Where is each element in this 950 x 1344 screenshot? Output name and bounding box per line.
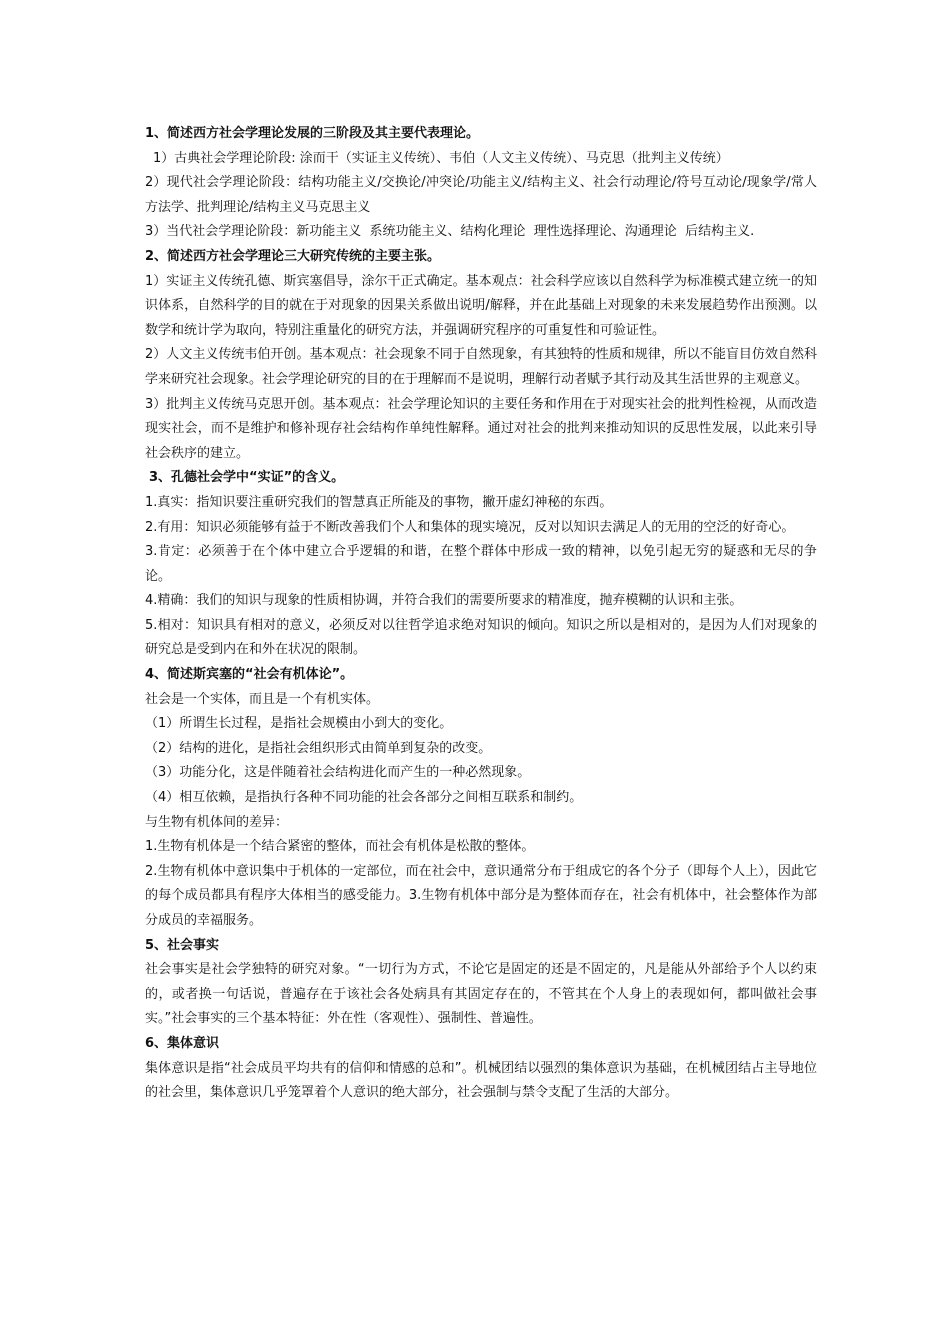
paragraph: 社会是一个实体，而且是一个有机实体。 [145,691,380,707]
heading-2: 2、简述西方社会学理论三大研究传统的主要主张。 [145,248,441,264]
paragraph: 3）当代社会学理论阶段：新功能主义 系统功能主义、结构化理论 理性选择理论、沟通理论 后结构主义. [145,224,755,240]
paragraph: 社会事实是社会学独特的研究对象。“一切行为方式，不论它是固定的还是不固定的，凡是能从外部给予个人以约束的，或者换一句话说，普遍存在于该社会各处病具有其固定存在的，不管其在个人身上的表现如何，都叫做社会事实。”社会事实的三个基本特征：外在性（客观性）、强制性、普遍性。 [145,962,817,1027]
heading-5: 5、社会事实 [145,937,220,953]
paragraph: 与生物有机体间的差异： [145,814,289,830]
paragraph: （3）功能分化，这是伴随着社会结构进化而产生的一种必然现象。 [145,765,531,781]
paragraph: 1）实证主义传统孔德、斯宾塞倡导，涂尔干正式确定。基本观点：社会科学应该以自然科学为标准模式建立统一的知识体系，自然科学的目的就在于对现象的因果关系做出说明/解释，并在此基础上对现象的未来发展趋势作出预测。以数学和统计学为取向，特别注重量化的研究方法，并强调研究程序的可重复性和可验证性。 [145,273,817,338]
heading-6: 6、集体意识 [145,1035,220,1051]
paragraph: 集体意识是指“社会成员平均共有的信仰和情感的总和”。机械团结以强烈的集体意识为基础，在机械团结占主导地位的社会里，集体意识几乎笼罩着个人意识的绝大部分，社会强制与禁令支配了生活的大部分。 [145,1060,817,1101]
paragraph: （2）结构的进化，是指社会组织形式由简单到复杂的改变。 [145,740,492,756]
paragraph: 2）现代社会学理论阶段：结构功能主义/交换论/冲突论/功能主义/结构主义、社会行动理论/符号互动论/现象学/常人方法学、批判理论/结构主义马克思主义 [145,175,817,215]
paragraph: 2.有用：知识必须能够有益于不断改善我们个人和集体的现实境况，反对以知识去满足人的无用的空泛的好奇心。 [145,519,795,535]
paragraph: 2）人文主义传统韦伯开创。基本观点：社会现象不同于自然现象，有其独特的性质和规律，所以不能盲目仿效自然科学来研究社会现象。社会学理论研究的目的在于理解而不是说明，理解行动者赋予其行动及其生活世界的主观意义。 [145,347,817,387]
document-page [145,122,817,1106]
paragraph: 5.相对：知识具有相对的意义，必须反对以往哲学追求绝对知识的倾向。知识之所以是相对的，是因为人们对现象的研究总是受到内在和外在状况的限制。 [145,617,817,658]
paragraph: 1.生物有机体是一个结合紧密的整体，而社会有机体是松散的整体。 [145,839,535,855]
paragraph: 3.肯定：必须善于在个体中建立合乎逻辑的和谐，在整个群体中形成一致的精神，以免引起无穷的疑惑和无尽的争论。 [145,544,817,584]
paragraph: （1）所谓生长过程，是指社会规模由小到大的变化。 [145,716,453,732]
paragraph: 2.生物有机体中意识集中于机体的一定部位，而在社会中，意识通常分布于组成它的各个分子（即每个人上），因此它的每个成员都具有程序大体相当的感受能力。3.生物有机体中部分是为整体而存在，社会有机体中，社会整体作为部分成员的幸福服务。 [145,863,817,928]
paragraph: 4.精确：我们的知识与现象的性质相协调，并符合我们的需要所要求的精准度，抛弃模糊的认识和主张。 [145,593,743,609]
paragraph: 3）批判主义传统马克思开创。基本观点：社会学理论知识的主要任务和作用在于对现实社会的批判性检视，从而改造现实社会，而不是维护和修补现存社会结构作单纯性解释。通过对社会的批判来推动知识的反思性发展，以此来引导社会秩序的建立。 [145,396,817,461]
paragraph: （4）相互依赖，是指执行各种不同功能的社会各部分之间相互联系和制约。 [145,790,583,806]
heading-3: 3、孔德社会学中“实证”的含义。 [149,470,345,486]
heading-4: 4、简述斯宾塞的“社会有机体论”。 [145,667,354,683]
paragraph: 1）古典社会学理论阶段: 涂而干（实证主义传统）、韦伯（人文主义传统）、马克思（批判主义传统） [153,150,729,166]
heading-1: 1、简述西方社会学理论发展的三阶段及其主要代表理论。 [145,126,480,141]
paragraph: 1.真实：指知识要注重研究我们的智慧真正所能及的事物，撇开虚幻神秘的东西。 [145,494,613,510]
